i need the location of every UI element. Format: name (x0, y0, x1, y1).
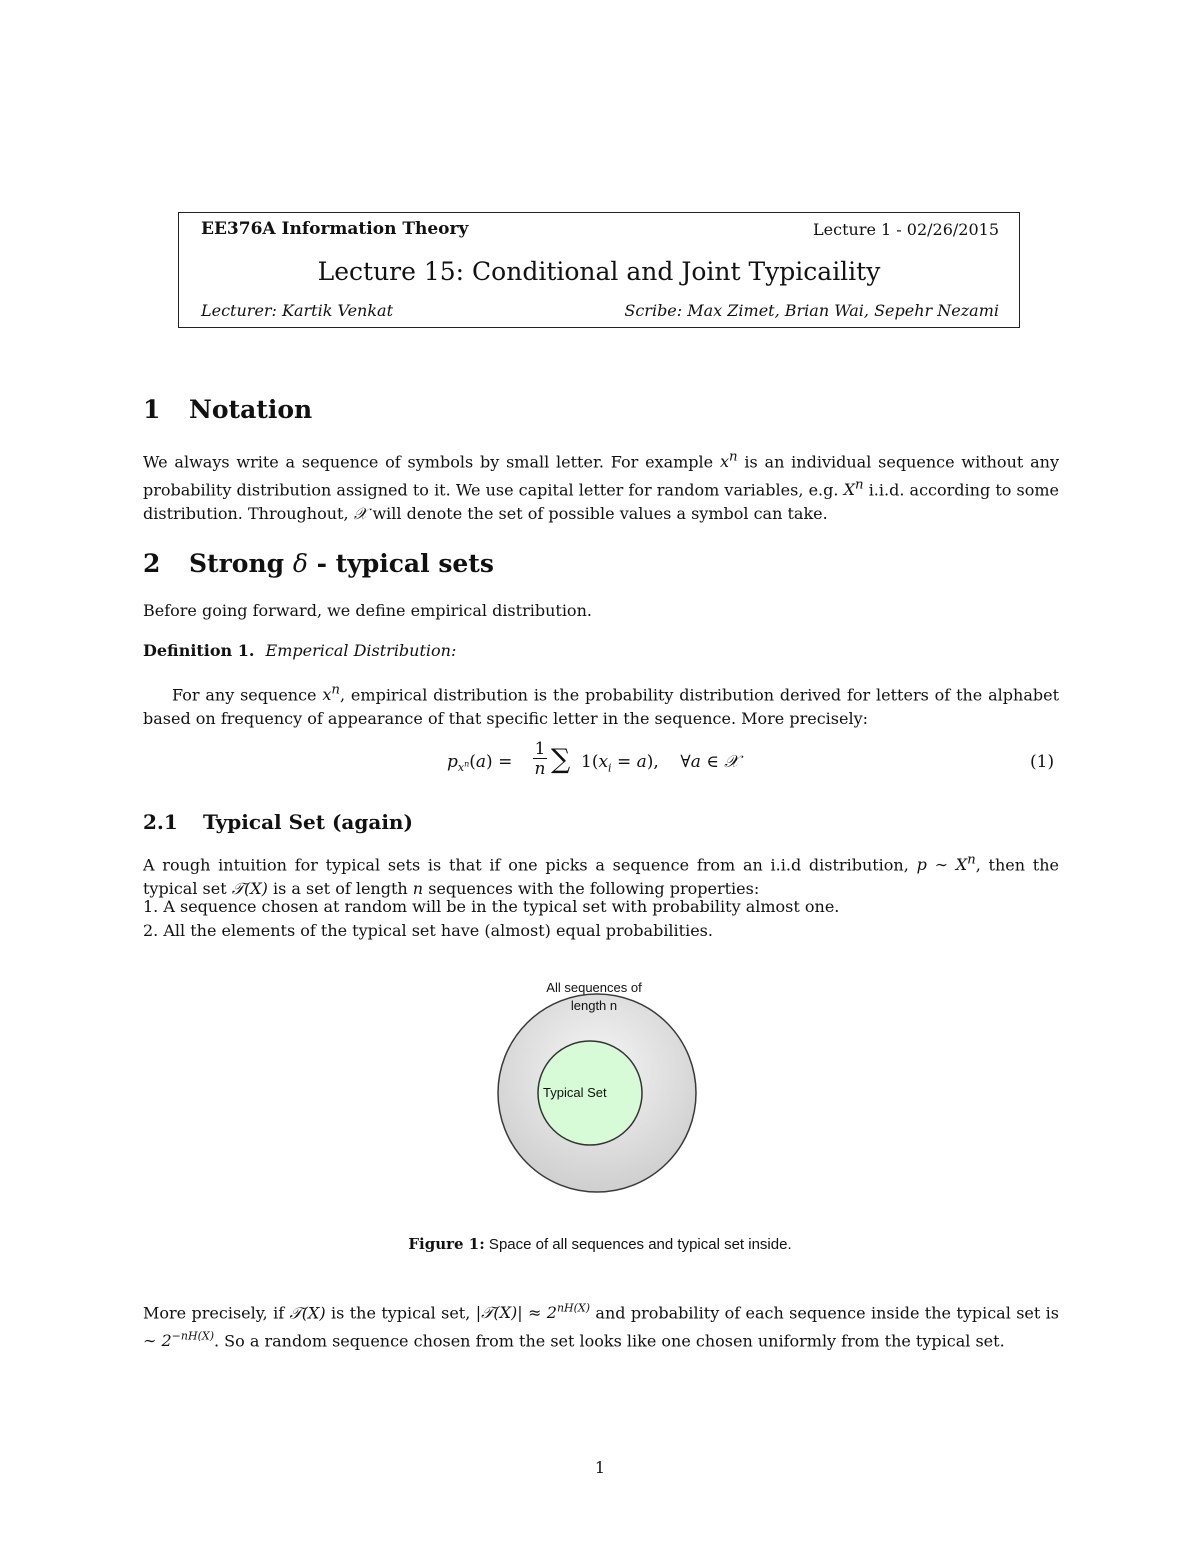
math-n: n (412, 878, 424, 898)
typical-text-2: , then the typical set (143, 855, 1060, 898)
outer-label-line-1: All sequences of (546, 980, 642, 995)
section-2-heading (143, 549, 494, 578)
page-number: 1 (594, 1458, 606, 1477)
delta-symbol: δ (292, 549, 308, 578)
figure-caption (0, 1235, 1200, 1253)
section-2-number: 2 (143, 549, 161, 578)
notation-text-4: will denote the set of possible values a symbol can take. (367, 503, 828, 523)
math-Xn: $X^n$ (843, 477, 864, 500)
definition-1 (143, 641, 456, 660)
definition-text-2: , empirical distribution is the probability distribution derived for letters of the alphabet based on frequency of appearance of that specific letter in the sequence. More precisely: (143, 685, 1059, 728)
section-2-title-post: - typical sets (307, 549, 494, 578)
caption-label: Figure 1: (408, 1235, 485, 1253)
outer-circle-label (532, 979, 656, 1015)
eq-rhs: $1(x_i = a)$, ∀a ∈ 𝒳 (581, 752, 739, 775)
notation-paragraph (143, 446, 1059, 525)
typical-text-3: is a set of length (267, 878, 413, 898)
lecture-number: Lecture 1 - 02/26/2015 (813, 220, 999, 239)
math-xn: $x^n$ (719, 450, 738, 472)
definition-text-1: For any sequence (172, 685, 323, 705)
math-prob-each: ∼ $2^{-nH(X)}$ (143, 1329, 214, 1351)
property-2: 2. All the elements of the typical set have (almost) equal probabilities. (143, 921, 713, 940)
eq-fraction: 1 n (534, 739, 546, 779)
closing-text-2: is the typical set, (325, 1303, 476, 1323)
typical-text-1: A rough intuition for typical sets is that if one picks a sequence from an i.i.d distribution, (143, 855, 917, 875)
eq-lhs: $p_{x^n}(a)$ = (447, 752, 513, 775)
math-xn-2: $x^n$ (322, 683, 340, 705)
section-1-heading (143, 395, 312, 424)
lecture-title: Lecture 15: Conditional and Joint Typicaility (317, 257, 881, 286)
section-1-number: 1 (143, 395, 161, 424)
typical-set-paragraph (143, 849, 1059, 900)
typical-text-4: sequences with the following properties: (423, 878, 760, 898)
closing-text-1: More precisely, if (143, 1303, 290, 1323)
notation-text-2: is an individual sequence without any probability distribution assigned to it. We use capital letter for random variables, e.g. (143, 452, 1060, 500)
caption-text: Space of all sequences and typical set inside. (484, 1236, 792, 1253)
notation-text-1: We always write a sequence of symbols by small letter. For example (143, 452, 720, 472)
closing-paragraph (143, 1297, 1059, 1353)
course-name: EE376A Information Theory (201, 219, 469, 239)
lecture-header-box (178, 212, 1020, 328)
inner-circle-label: Typical Set (543, 1085, 607, 1100)
equation-number: (1) (1030, 752, 1055, 772)
section-2-1-heading (143, 810, 413, 834)
section-2-intro: Before going forward, we define empirical distribution. (143, 601, 592, 620)
math-TX: 𝒯(X) (231, 878, 268, 898)
definition-name: Emperical Distribution: (265, 641, 457, 660)
closing-text-4: . So a random sequence chosen from the set looks like one chosen uniformly from the typical set. (213, 1331, 1005, 1351)
definition-label: Definition 1. (143, 641, 255, 660)
notation-text-3: i.i.d. according to some distribution. Throughout, (143, 480, 1059, 523)
math-alphabet: 𝒳 (353, 503, 368, 523)
property-1: 1. A sequence chosen at random will be in the typical set with probability almost one. (143, 897, 840, 916)
math-card-TX: |𝒯(X)| ≈ $2^{nH(X)}$ (475, 1302, 591, 1323)
lecturer-name: Lecturer: Kartik Venkat (201, 301, 394, 320)
outer-label-line-2: length n (570, 998, 618, 1013)
scribe-names: Scribe: Max Zimet, Brian Wai, Sepehr Nezami (624, 301, 999, 320)
equation-1 (447, 740, 777, 788)
eq-sum: ∑ (551, 744, 571, 775)
section-2-1-number: 2.1 (143, 810, 178, 834)
section-2-title-pre: Strong (189, 549, 293, 578)
section-1-title: Notation (189, 395, 313, 424)
section-2-1-title: Typical Set (again) (203, 810, 413, 834)
math-p-sim-Xn: p ∼ $X^n$ (916, 853, 976, 875)
closing-text-3: and probability of each sequence inside the typical set is (590, 1303, 1060, 1323)
math-TX-2: 𝒯(X) (289, 1303, 326, 1323)
definition-paragraph (143, 679, 1059, 730)
